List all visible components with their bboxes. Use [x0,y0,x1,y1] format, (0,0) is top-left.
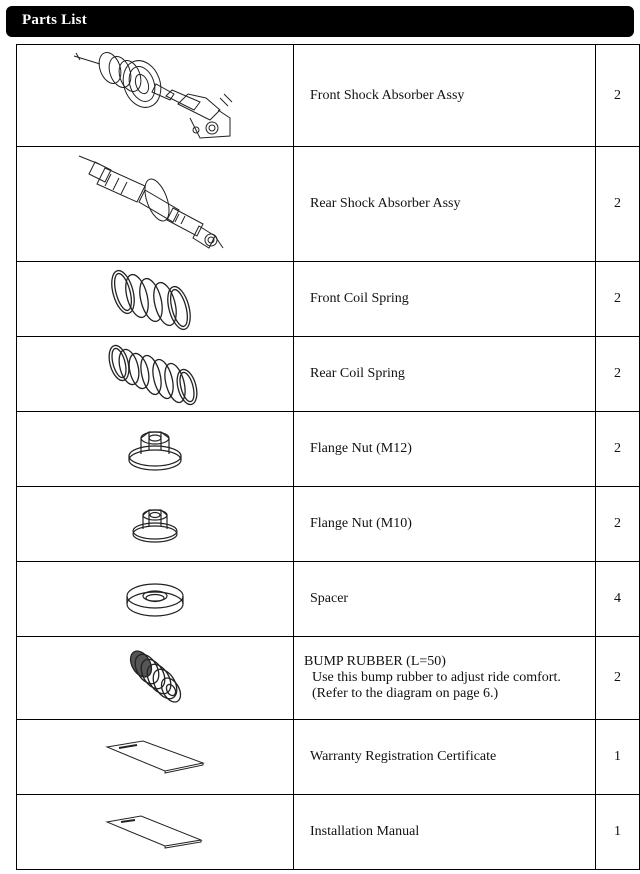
front-shock-absorber-icon [70,48,240,144]
rear-shock-absorber-icon [75,152,235,256]
bump-rubber-icon [123,646,187,710]
part-image-cell [17,562,294,637]
rear-coil-spring-icon [105,339,205,409]
part-image-cell [17,795,294,870]
part-name: Spacer [294,562,596,637]
part-quantity: 2 [596,637,640,720]
warranty-card-icon [105,739,205,775]
parts-table [16,44,640,870]
part-image-cell [17,720,294,795]
flange-nut-m12-icon [125,424,185,474]
front-coil-spring-icon [107,264,203,334]
part-name: BUMP RUBBER (L=50) [304,654,446,669]
part-quantity: 1 [596,720,640,795]
part-image-cell [17,45,294,147]
part-quantity: 1 [596,795,640,870]
part-image-cell [17,147,294,262]
part-name: Rear Coil Spring [294,337,596,412]
part-name: Installation Manual [294,795,596,870]
flange-nut-m10-icon [129,502,181,546]
part-quantity: 2 [596,487,640,562]
table-row [17,45,640,147]
table-row [17,562,640,637]
table-row [17,487,640,562]
parts-list-header [6,6,634,37]
part-quantity: 2 [596,147,640,262]
part-note-line: Use this bump rubber to adjust ride comfort. [312,670,561,685]
part-quantity: 2 [596,262,640,337]
table-row [17,720,640,795]
table-row [17,262,640,337]
part-name: Rear Shock Absorber Assy [294,147,596,262]
part-name: Front Shock Absorber Assy [294,45,596,147]
table-row [17,337,640,412]
part-image-cell [17,637,294,720]
table-row [17,637,640,720]
part-quantity: 2 [596,412,640,487]
part-image-cell [17,337,294,412]
part-image-cell [17,487,294,562]
spacer-icon [123,578,187,620]
part-note-line: (Refer to the diagram on page 6.) [312,686,499,701]
manual-icon [105,814,205,850]
page-title: Parts List [22,12,87,28]
part-quantity: 4 [596,562,640,637]
part-image-cell [17,412,294,487]
table-row [17,412,640,487]
part-name: Flange Nut (M12) [294,412,596,487]
part-quantity: 2 [596,337,640,412]
table-row [17,795,640,870]
part-name-cell [294,637,596,720]
part-name: Front Coil Spring [294,262,596,337]
part-name: Warranty Registration Certificate [294,720,596,795]
part-name: Flange Nut (M10) [294,487,596,562]
part-quantity: 2 [596,45,640,147]
table-row [17,147,640,262]
part-image-cell [17,262,294,337]
